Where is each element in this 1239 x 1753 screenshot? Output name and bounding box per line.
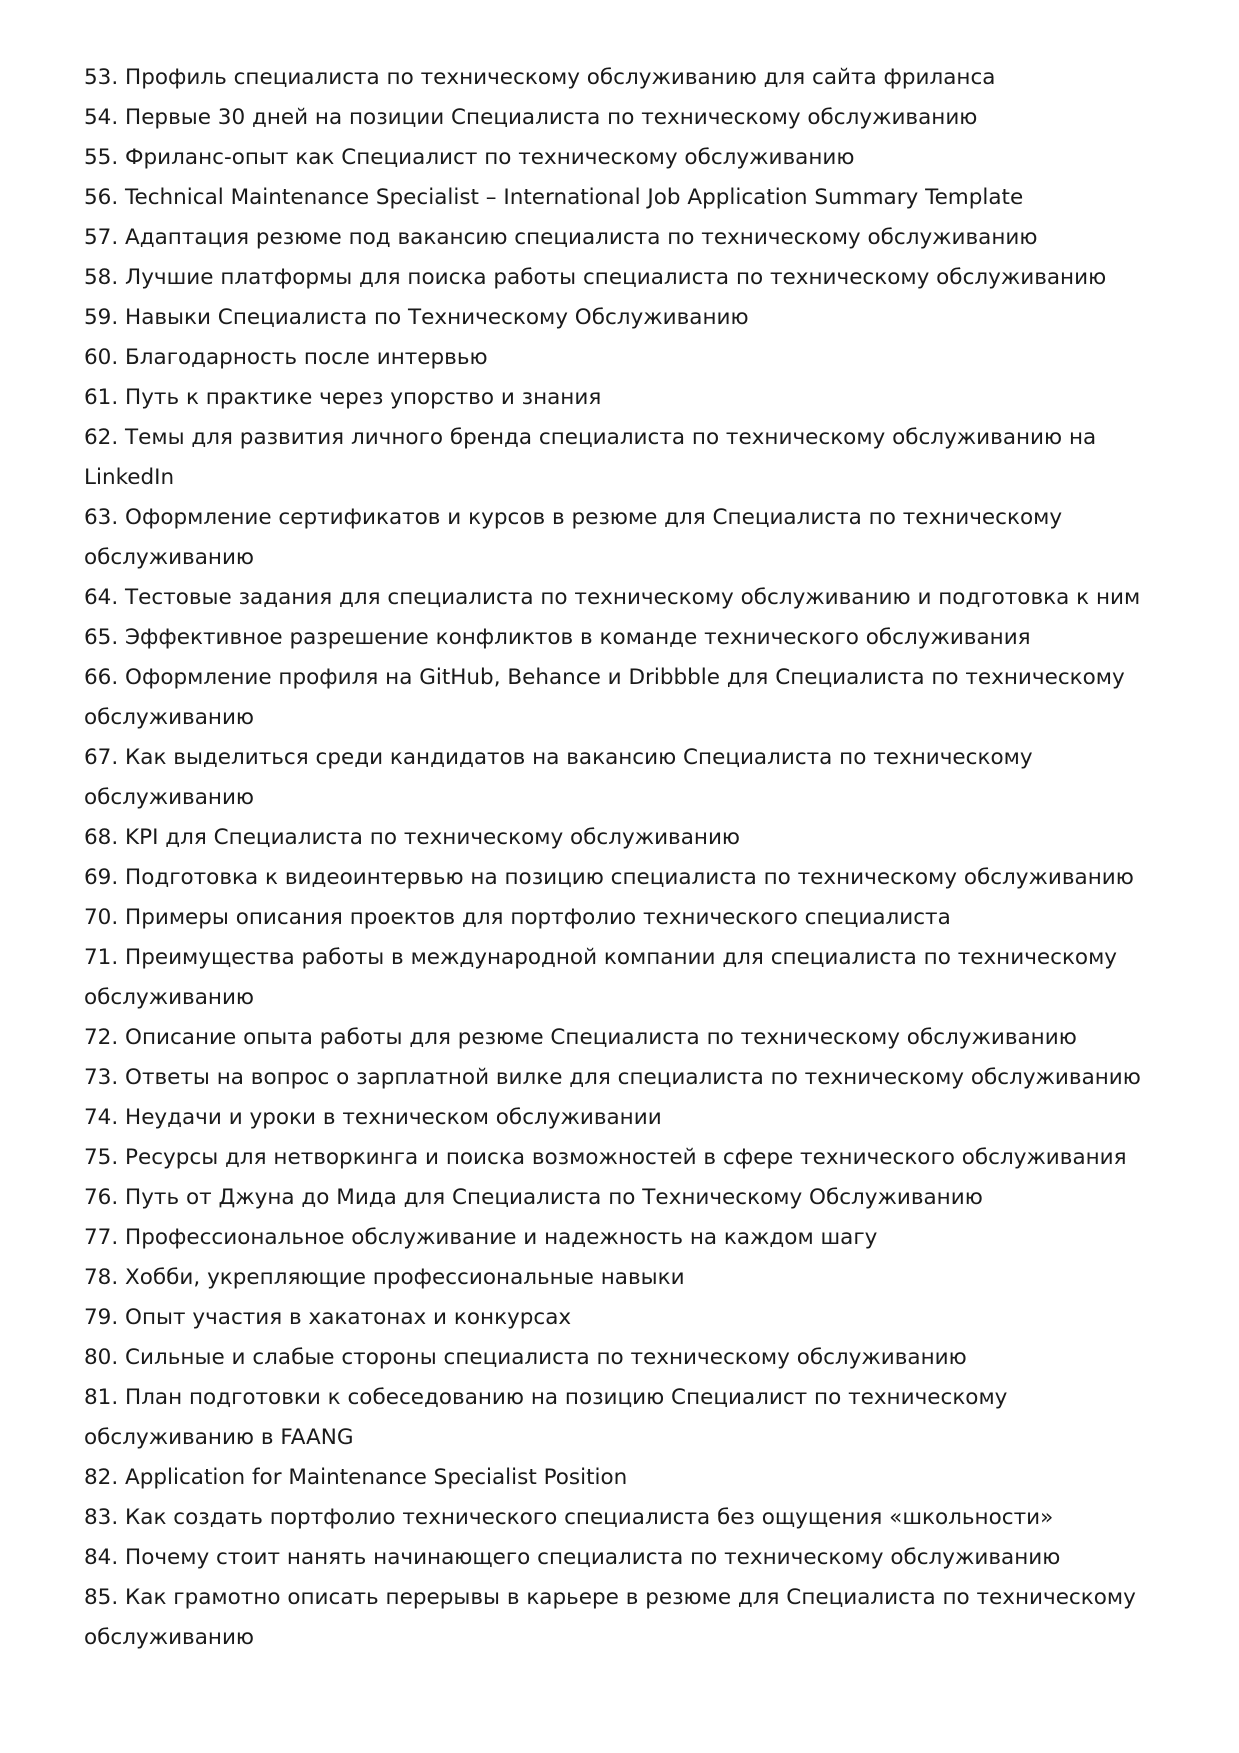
list-item: 57. Адаптация резюме под вакансию специалиста по техническому обслуживанию [84,225,1038,250]
list-item: 83. Как создать портфолио технического специалиста без ощущения «школьности» [84,1505,1054,1530]
list-item: 74. Неудачи и уроки в техническом обслуживании [84,1105,662,1130]
list-item: 54. Первые 30 дней на позиции Специалиста по техническому обслуживанию [84,105,978,130]
list-item: 70. Примеры описания проектов для портфолио технического специалиста [84,905,951,930]
list-item: 85. Как грамотно описать перерывы в карьере в резюме для Специалиста по техническому обслуживанию [84,1585,1136,1650]
list-item: 68. KPI для Специалиста по техническому обслуживанию [84,825,741,850]
list-item: 56. Technical Maintenance Specialist – International Job Application Summary Template [84,185,1024,210]
list-item: 66. Оформление профиля на GitHub, Behance и Dribbble для Специалиста по техническому обслуживанию [84,665,1125,730]
list-item: 61. Путь к практике через упорство и знания [84,385,602,410]
list-item: 73. Ответы на вопрос о зарплатной вилке для специалиста по техническому обслуживанию [84,1065,1141,1090]
list-item: 76. Путь от Джуна до Мида для Специалиста по Техническому Обслуживанию [84,1185,983,1210]
list-item: 71. Преимущества работы в международной компании для специалиста по техническому обслуживанию [84,945,1118,1010]
list-item: 80. Сильные и слабые стороны специалиста по техническому обслуживанию [84,1345,967,1370]
list-item: 69. Подготовка к видеоинтервью на позицию специалиста по техническому обслуживанию [84,865,1134,890]
list-item: 67. Как выделиться среди кандидатов на вакансию Специалиста по техническому обслуживанию [84,745,1033,810]
list-item: 58. Лучшие платформы для поиска работы специалиста по техническому обслуживанию [84,265,1107,290]
topic-list [84,58,1164,1658]
list-item: 78. Хобби, укрепляющие профессиональные навыки [84,1265,685,1290]
list-item: 64. Тестовые задания для специалиста по техническому обслуживанию и подготовка к ним [84,585,1141,610]
list-item: 84. Почему стоит нанять начинающего специалиста по техническому обслуживанию [84,1545,1061,1570]
list-item: 55. Фриланс-опыт как Специалист по техническому обслуживанию [84,145,855,170]
list-item: 82. Application for Maintenance Specialist Position [84,1465,628,1490]
list-item: 63. Оформление сертификатов и курсов в резюме для Специалиста по техническому обслуживанию [84,505,1063,570]
list-item: 65. Эффективное разрешение конфликтов в команде технического обслуживания [84,625,1031,650]
list-item: 81. План подготовки к собеседованию на позицию Специалист по техническому обслуживанию в FAANG [84,1385,1008,1450]
list-item: 79. Опыт участия в хакатонах и конкурсах [84,1305,572,1330]
list-item: 72. Описание опыта работы для резюме Специалиста по техническому обслуживанию [84,1025,1077,1050]
document-page [84,58,1164,1658]
list-item: 62. Темы для развития личного бренда специалиста по техническому обслуживанию на LinkedIn [84,425,1097,490]
list-item: 59. Навыки Специалиста по Техническому Обслуживанию [84,305,749,330]
list-item: 75. Ресурсы для нетворкинга и поиска возможностей в сфере технического обслуживания [84,1145,1127,1170]
list-item: 77. Профессиональное обслуживание и надежность на каждом шагу [84,1225,878,1250]
list-item: 60. Благодарность после интервью [84,345,488,370]
list-item: 53. Профиль специалиста по техническому обслуживанию для сайта фриланса [84,65,996,90]
